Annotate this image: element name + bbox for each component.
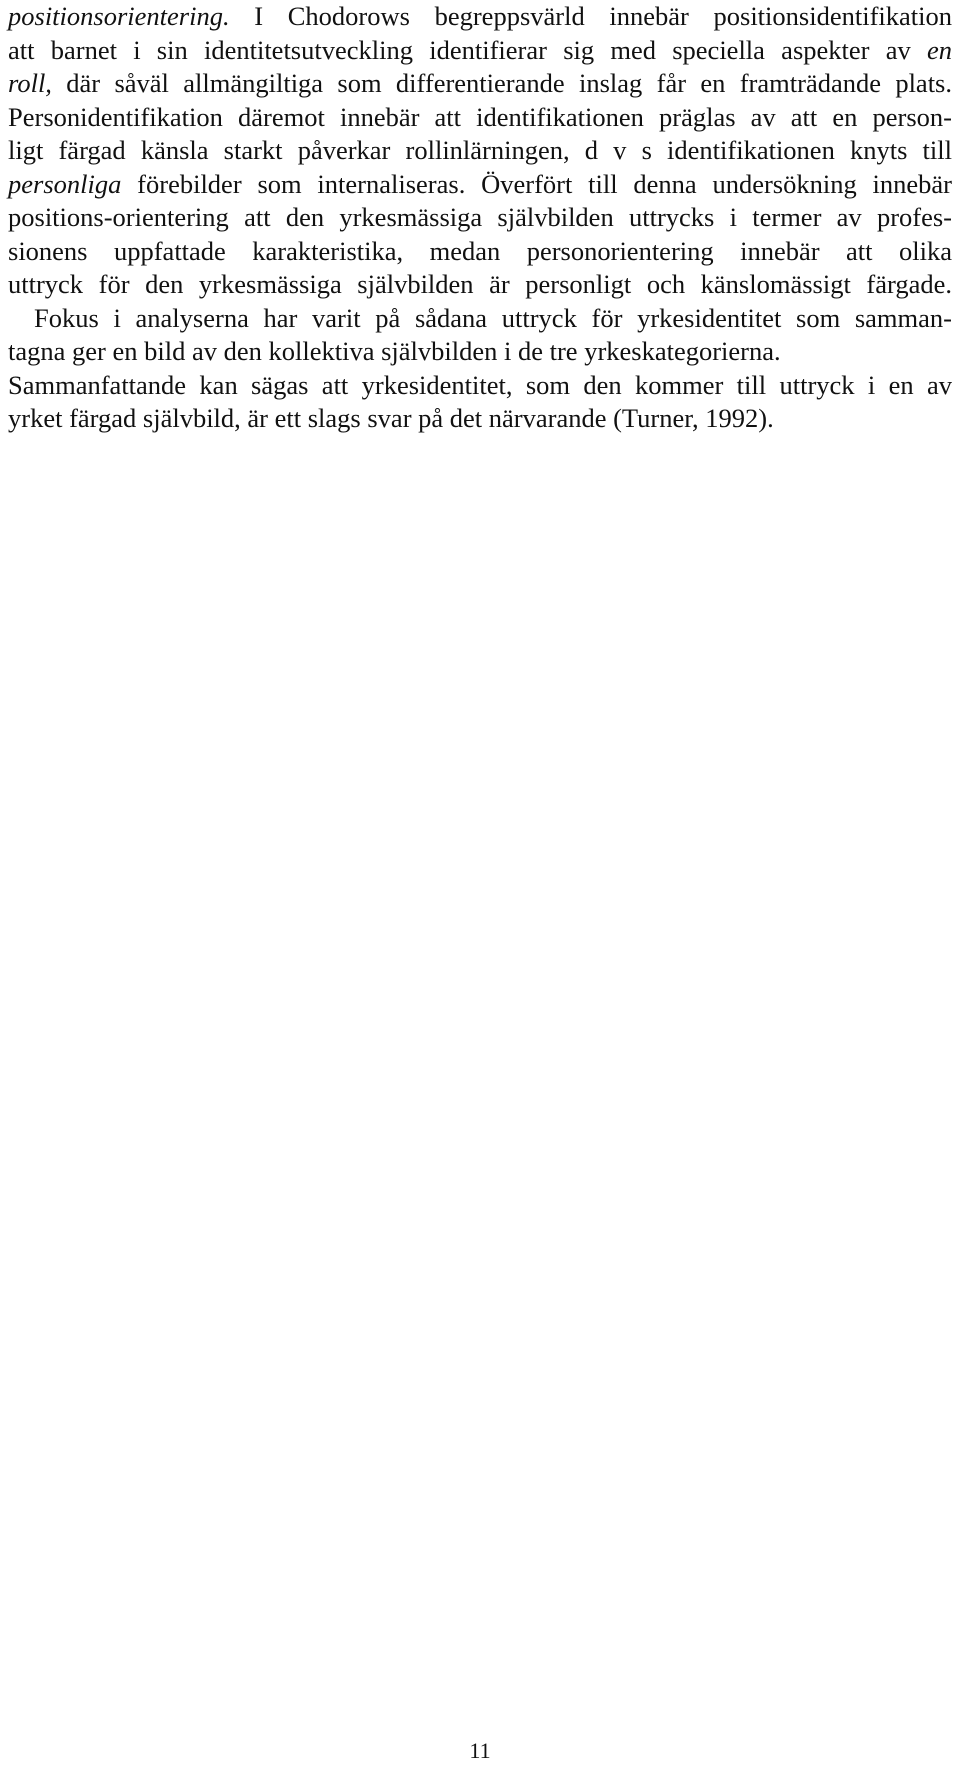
text-line-3 (8, 67, 952, 101)
text-line-4 (8, 101, 952, 135)
text-line-9 (8, 268, 952, 302)
text-line-2 (8, 34, 952, 68)
line-text: positions-orientering att den yrkesmässiga självbilden uttrycks i termer av profes- (8, 202, 952, 232)
text-line-7 (8, 201, 952, 235)
line-text: förebilder som internaliseras. Överfört till denna undersökning innebär (121, 168, 952, 199)
text-line-12 (8, 369, 952, 403)
text-line-6 (8, 168, 952, 202)
line-text: yrket färgad självbild, är ett slags svar på det närvarande (Turner, 1992). (8, 403, 774, 433)
text-line-5 (8, 134, 952, 168)
line-text: Personidentifikation däremot innebär att identifikationen präglas av att en person- (8, 101, 952, 132)
emphasis: personliga (8, 168, 122, 199)
line-text: uttryck för den yrkesmässiga självbilden är personligt och känslomässigt färgade. (8, 269, 952, 299)
emphasis: en (926, 34, 952, 65)
line-text: Fokus i analyserna har varit på sådana uttryck för yrkesidentitet som samman- (34, 302, 952, 333)
line-text: sionens uppfattade karakteristika, medan personorientering innebär att olika (8, 235, 952, 266)
emphasis: roll, (8, 68, 52, 98)
page-number: 11 (469, 1738, 491, 1763)
body-text (8, 0, 952, 436)
emphasis: positionsorientering. (8, 1, 230, 31)
line-text: I Chodorows begreppsvärld innebär positionsidentifikation (229, 1, 952, 31)
line-text: tagna ger en bild av den kollektiva självbilden i de tre yrkeskategorierna. (8, 336, 781, 366)
line-text: ligt färgad känsla starkt påverkar rollinlärningen, d v s identifikationen knyts till (8, 135, 952, 165)
line-text: där såväl allmängiltiga som differentierande inslag får en framträdande plats. (51, 68, 952, 98)
text-line-11 (8, 335, 952, 369)
line-text: Sammanfattande kan sägas att yrkesidentitet, som den kommer till uttryck i en av (8, 369, 952, 400)
line-text: att barnet i sin identitetsutveckling identifierar sig med speciella aspekter av (8, 34, 927, 65)
text-line-10 (8, 302, 952, 336)
text-line-1 (8, 0, 952, 34)
text-line-13 (8, 402, 952, 436)
text-line-8 (8, 235, 952, 269)
